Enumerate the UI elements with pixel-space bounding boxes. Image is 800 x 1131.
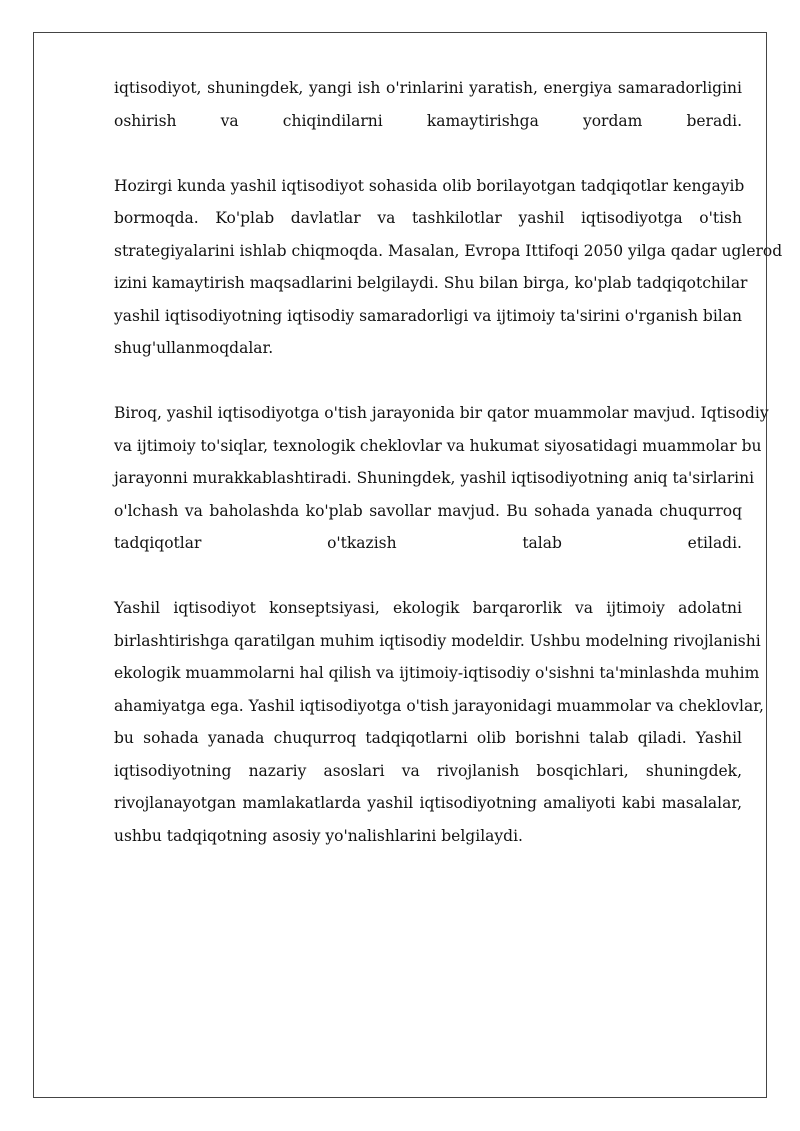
text-line: ekologik muammolarni hal qilish va ijtimoiy-iqtisodiy o'sishni ta'minlashda muhim <box>114 664 760 682</box>
text-line: birlashtirishga qaratilgan muhim iqtisodiy modeldir. Ushbu modelning rivojlanishi <box>114 631 761 650</box>
paragraph-gap <box>114 137 742 170</box>
text-line: strategiyalarini ishlab chiqmoqda. Masalan, Evropa Ittifoqi 2050 yilga qadar uglerod <box>114 241 783 260</box>
text-line: Biroq, yashil iqtisodiyotga o'tish jarayonida bir qator muammolar mavjud. Iqtisodiy <box>114 404 769 422</box>
document-body <box>114 72 783 852</box>
text-line: oshirish va chiqindilarni kamaytirishga yordam beradi. <box>114 111 742 130</box>
text-line: bu sohada yanada chuqurroq tadqiqotlarni olib borishni talab qiladi. Yashil <box>114 729 742 747</box>
text-line: izini kamaytirish maqsadlarini belgilaydi. Shu bilan birga, ko'plab tadqiqotchilar <box>114 274 748 292</box>
paragraph-1 <box>114 72 742 137</box>
text-line: tadqiqotlar o'tkazish talab etiladi. <box>114 534 742 552</box>
text-line: Yashil iqtisodiyot konseptsiyasi, ekologik barqarorlik va ijtimoiy adolatni <box>114 599 742 617</box>
paragraph-gap <box>114 365 742 398</box>
text-line: jarayonni murakkablashtiradi. Shuningdek, yashil iqtisodiyotning aniq ta'sirlarini <box>114 469 755 487</box>
text-line: iqtisodiyot, shuningdek, yangi ish o'rinlarini yaratish, energiya samaradorligini <box>114 79 742 97</box>
text-line: iqtisodiyotning nazariy asoslari va rivojlanish bosqichlari, shuningdek, <box>114 761 742 780</box>
text-line: rivojlanayotgan mamlakatlarda yashil iqtisodiyotning amaliyoti kabi masalalar, <box>114 794 742 812</box>
text-line: yashil iqtisodiyotning iqtisodiy samaradorligi va ijtimoiy ta'sirini o'rganish bilan <box>114 306 742 325</box>
text-line: va ijtimoiy to'siqlar, texnologik cheklovlar va hukumat siyosatidagi muammolar bu <box>114 436 762 455</box>
paragraph-3 <box>114 397 769 560</box>
text-line: ushbu tadqiqotning asosiy yo'nalishlarini belgilaydi. <box>114 826 523 845</box>
text-line: ahamiyatga ega. Yashil iqtisodiyotga o'tish jarayonidagi muammolar va cheklovlar, <box>114 696 764 715</box>
paragraph-2 <box>114 170 783 365</box>
text-line: o'lchash va baholashda ko'plab savollar mavjud. Bu sohada yanada chuqurroq <box>114 501 742 520</box>
text-line: bormoqda. Ko'plab davlatlar va tashkilotlar yashil iqtisodiyotga o'tish <box>114 209 742 227</box>
paragraph-gap <box>114 560 742 593</box>
paragraph-4 <box>114 592 764 852</box>
text-line: shug'ullanmoqdalar. <box>114 339 274 357</box>
text-line: Hozirgi kunda yashil iqtisodiyot sohasida olib borilayotgan tadqiqotlar kengayib <box>114 176 745 195</box>
